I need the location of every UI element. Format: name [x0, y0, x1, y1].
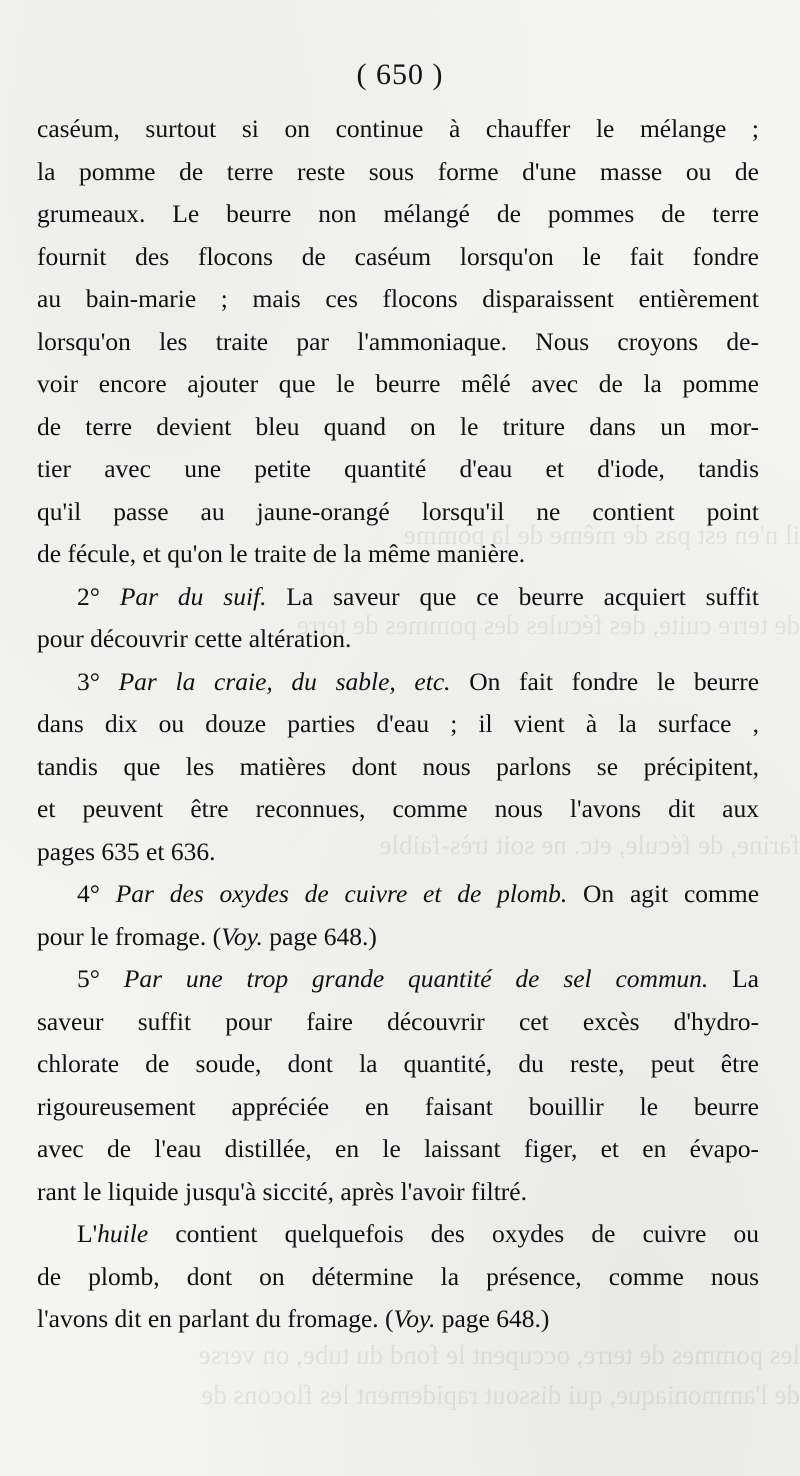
text-run: On agit comme	[583, 879, 760, 908]
item-number: 5°	[77, 964, 100, 993]
text-line: saveur suffit pour faire découvrir cet excès d'hydro-	[37, 1006, 759, 1036]
text-run: La saveur que ce beurre acquiert suffit	[286, 581, 759, 611]
text-line: la pomme de terre reste sous forme d'une masse ou de	[37, 156, 759, 186]
item-number: 2°	[77, 581, 100, 611]
text-run: L'	[77, 1219, 98, 1248]
text-line	[37, 1298, 759, 1341]
text-line: pages 635 et 636.	[37, 836, 216, 866]
italic-heading: Par la craie, du sable, etc.	[118, 666, 451, 696]
text-run: La	[732, 964, 760, 993]
bleed-through-text: de l'ammoniaque, qui dissout rapidement les flocons de	[201, 1380, 800, 1410]
text-line: grumeaux. Le beurre non mélangé de pommes de terre	[37, 199, 759, 228]
text-line: rigoureusement appréciée en faisant bouillir le beurre	[37, 1091, 759, 1121]
text-line: chlorate de soude, dont la quantité, du reste, peut être	[37, 1049, 759, 1078]
text-run: page 648.)	[435, 1304, 550, 1333]
text-line: caséum, surtout si on continue à chauffer le mélange ;	[37, 114, 759, 143]
text-line: rant le liquide jusqu'à siccité, après l'avoir filtré.	[37, 1176, 527, 1206]
text-line: pour découvrir cette altération.	[37, 624, 352, 653]
text-line: lorsqu'on les traite par l'ammoniaque. Nous croyons de-	[37, 326, 759, 356]
paragraph-2-first-line	[37, 576, 759, 619]
italic-abbrev: Voy.	[393, 1304, 436, 1333]
body-text	[37, 108, 759, 1341]
paragraph-4-first-line	[37, 873, 759, 916]
page-number: ( 650 )	[356, 58, 444, 91]
bleed-through-text: il n'en est pas de même de la pomme	[403, 520, 800, 550]
italic-abbrev: Voy.	[221, 921, 263, 951]
text-line: de plomb, dont on détermine la présence, comme nous	[37, 1261, 759, 1291]
item-number: 4°	[77, 879, 100, 908]
item-number: 3°	[77, 666, 100, 696]
paragraph-3-first-line	[37, 661, 759, 704]
text-run: l'avons dit en parlant du fromage. (	[37, 1304, 394, 1333]
italic-heading: huile	[97, 1219, 149, 1248]
text-line: de terre devient bleu quand on le triture dans un mor-	[37, 411, 759, 441]
text-line: avec de l'eau distillée, en le laissant figer, et en évapo-	[37, 1134, 759, 1163]
italic-heading: Par du suif.	[119, 581, 267, 611]
text-line	[37, 916, 759, 959]
text-line: de fécule, et qu'on le traite de la même manière.	[37, 539, 526, 568]
text-line: dans dix ou douze parties d'eau ; il vient à la surface ,	[37, 709, 759, 738]
bleed-through-text: farine, de fécule, etc. ne soit très-faible	[379, 830, 800, 860]
text-line: voir encore ajouter que le beurre mêlé avec de la pomme	[37, 369, 759, 398]
italic-heading: Par une trop grande quantité de sel commun.	[123, 964, 709, 993]
bleed-through-text: les pommes de terre, occupent le fond du tube, on verse	[198, 1340, 800, 1370]
text-run: page 648.)	[262, 921, 377, 951]
italic-heading: Par des oxydes de cuivre et de plomb.	[115, 879, 568, 908]
text-run: pour le fromage. (	[37, 921, 222, 951]
text-line: qu'il passe au jaune-orangé lorsqu'il ne contient point	[37, 496, 759, 526]
text-line: tandis que les matières dont nous parlons se précipitent,	[37, 751, 759, 781]
paragraph-5-first-line	[37, 958, 759, 1001]
text-line: au bain-marie ; mais ces flocons disparaissent entièrement	[37, 284, 759, 313]
text-line: et peuvent être reconnues, comme nous l'avons dit aux	[37, 794, 759, 823]
text-run: On fait fondre le beurre	[469, 666, 760, 696]
text-run: contient quelquefois des oxydes de cuivre ou	[175, 1219, 759, 1248]
text-line: tier avec une petite quantité d'eau et d'iode, tandis	[37, 454, 759, 483]
text-line: fournit des flocons de caséum lorsqu'on le fait fondre	[37, 241, 759, 271]
paragraph-6-first-line	[37, 1213, 759, 1256]
bleed-through-text: de terre cuite, des fécules des pommes de terre	[296, 610, 800, 640]
